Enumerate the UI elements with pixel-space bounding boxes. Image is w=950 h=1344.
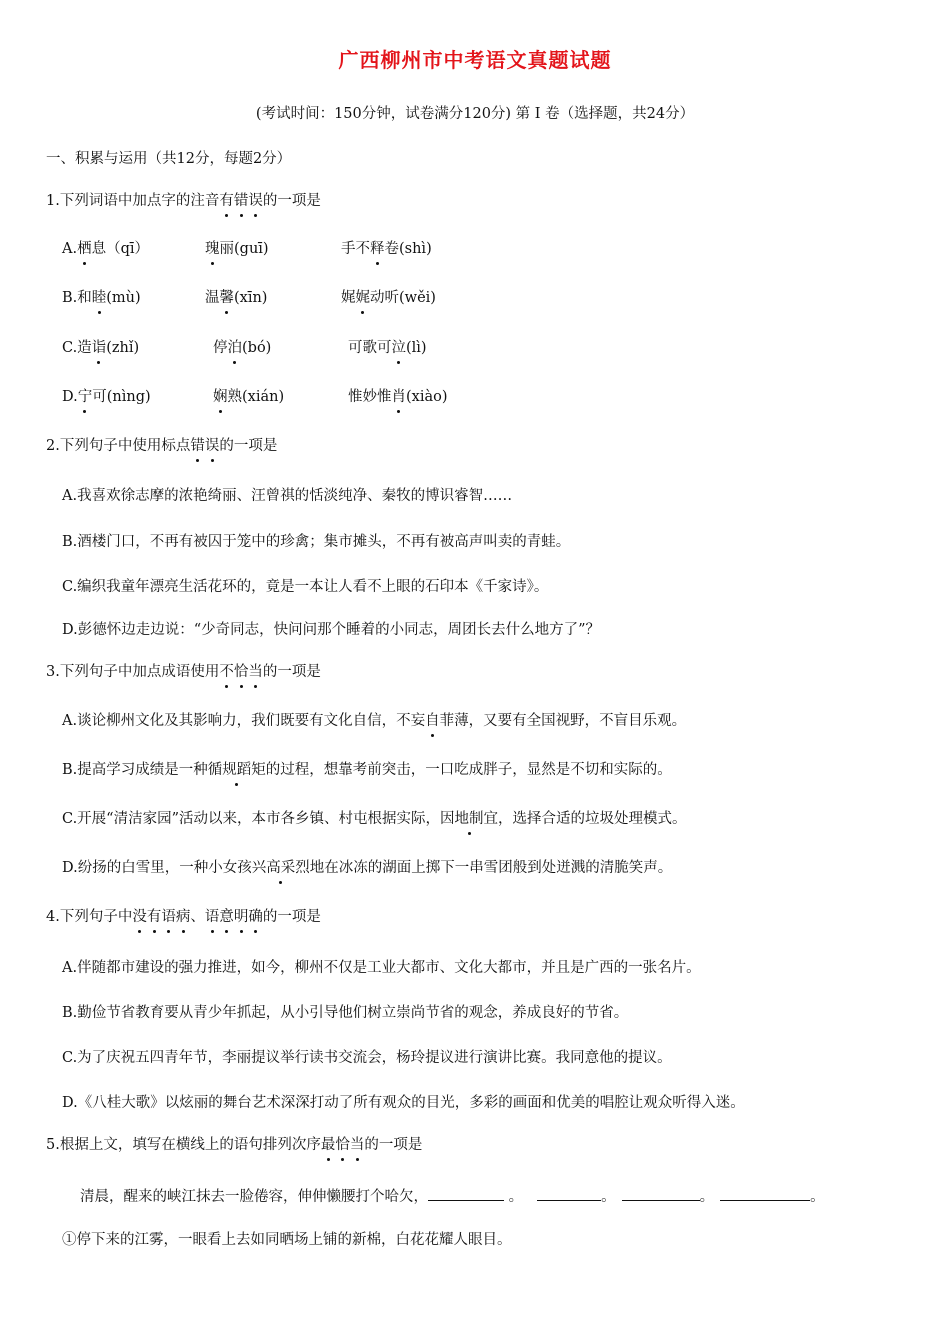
q3-option-d: D.纷扬的白雪里，一种小女孩兴高采烈地在冰冻的湖面上掷下一串雪团般到处迸溅的清脆笑声。	[62, 860, 673, 876]
q3-option-a: A.谈论柳州文化及其影响力，我们既要有文化自信，不妄自菲薄，又要有全国视野，不盲目乐观。	[62, 713, 687, 729]
exam-info: (考试时间：150分钟，试卷满分120分) 第 I 卷（选择题，共24分）	[255, 106, 695, 122]
section-heading: 一、积累与运用（共12分，每题2分）	[46, 151, 292, 167]
question-1: 1.下列词语中加点字的注音有错误的一项是	[46, 193, 321, 209]
q4-option-c: C.为了庆祝五四青年节，李丽提议举行读书交流会，杨玲提议进行演讲比赛。我同意他的提议。	[62, 1050, 672, 1066]
fill-blank-1[interactable]	[428, 1186, 504, 1201]
q4-option-a: A.伴随都市建设的强力推进，如今，柳州不仅是工业大都市、文化大都市，并且是广西的一张名片。	[62, 960, 701, 976]
q3-option-c: C.开展“清洁家园”活动以来，本市各乡镇、村屯根据实际，因地制宜，选择合适的垃圾处理模式。	[62, 811, 687, 827]
q2-option-c: C.编织我童年漂亮生活花环的，竟是一本让人看不上眼的石印本《千家诗》。	[62, 579, 549, 595]
q5-passage: 清晨，醒来的峡江抹去一脸倦容，伸伸懒腰打个哈欠， 。 。 。 。	[80, 1186, 825, 1207]
q2-option-a: A.我喜欢徐志摩的浓艳绮丽、汪曾祺的恬淡纯净、秦牧的博识睿智……	[62, 488, 513, 504]
question-5: 5.根据上文，填写在横线上的语句排列次序最恰当的一项是	[46, 1137, 423, 1153]
fill-blank-4[interactable]	[720, 1186, 810, 1201]
q4-option-d: D.《八桂大歌》以炫丽的舞台艺术深深打动了所有观众的目光，多彩的画面和优美的唱腔让观众听得入迷。	[62, 1095, 745, 1111]
question-2: 2.下列句子中使用标点错误的一项是	[46, 438, 278, 454]
q3-option-b: B.提高学习成绩是一种循规蹈矩的过程，想靠考前突击，一口吃成胖子，显然是不切和实际的。	[62, 762, 672, 778]
q4-option-b: B.勤俭节省教育要从青少年抓起，从小引导他们树立崇尚节省的观念，养成良好的节省。	[62, 1005, 629, 1021]
q2-option-b: B.酒楼门口，不再有被囚于笼中的珍禽；集市摊头，不再有被高声叫卖的青蛙。	[62, 534, 571, 550]
q5-item-1: ①停下来的江雾，一眼看上去如同晒场上铺的新棉，白花花耀人眼目。	[62, 1232, 512, 1248]
question-3: 3.下列句子中加点成语使用不恰当的一项是	[46, 664, 321, 680]
fill-blank-3[interactable]	[622, 1186, 700, 1201]
question-4: 4.下列句子中没有语病、语意明确的一项是	[46, 909, 321, 925]
page-title: 广西柳州市中考语文真题试题	[338, 48, 612, 72]
q2-option-d: D.彭德怀边走边说：“少奇同志，快问问那个睡着的小同志，周团长去什么地方了”？	[62, 622, 601, 638]
fill-blank-2[interactable]	[537, 1186, 601, 1201]
